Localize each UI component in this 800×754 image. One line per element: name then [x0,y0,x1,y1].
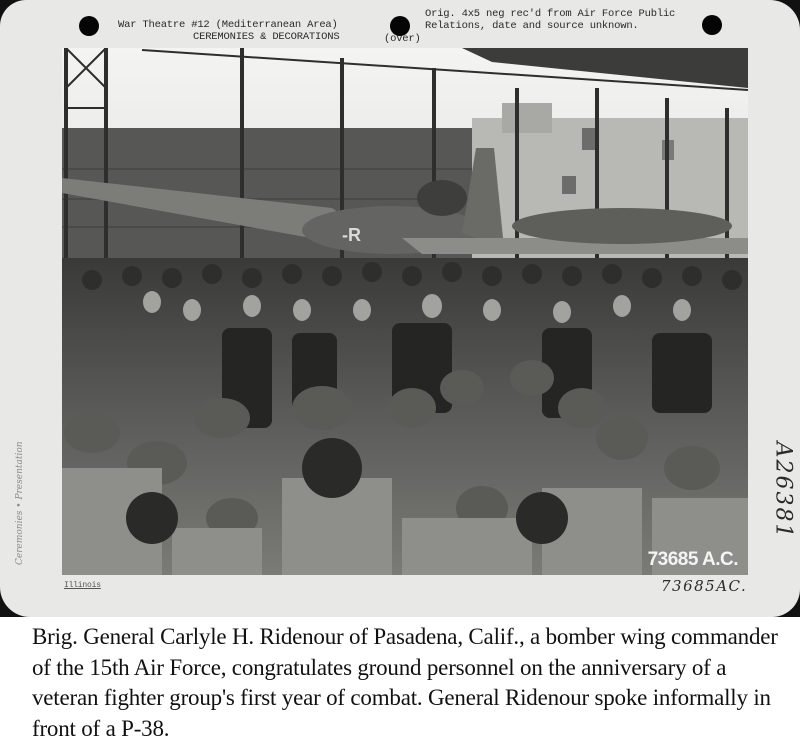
photo-negative-stamp: 73685 A.C. [647,549,738,570]
header-source-line1: Orig. 4x5 neg rec'd from Air Force Public [425,8,676,20]
handwritten-vertical-number: A26381 [770,441,796,540]
photograph [62,48,748,575]
svg-text:-R: -R [342,225,361,245]
photo-caption: Brig. General Carlyle H. Ridenour of Pasadena, Calif., a bomber wing commander of the 15th Air Force, congratulates ground personnel on the anniversary of a veteran fighter group's first year of combat. General Ridenour spoke informally in front of a P-38. [32,624,778,741]
header-source-line2: Relations, date and source unknown. [425,20,639,32]
photo-scene [62,48,748,575]
header-category-label: CEREMONIES & DECORATIONS [193,31,340,43]
punch-hole-left [79,16,99,36]
header-theatre-label: War Theatre #12 (Mediterranean Area) [118,19,338,31]
handwritten-margin-note: Ceremonies • Presentation [15,441,25,565]
handwritten-catalog-number: 73685AC. [661,577,748,595]
punch-hole-right [702,15,722,35]
bottom-left-mark: Illinois [64,581,101,590]
header-over-label: (over) [384,33,421,45]
